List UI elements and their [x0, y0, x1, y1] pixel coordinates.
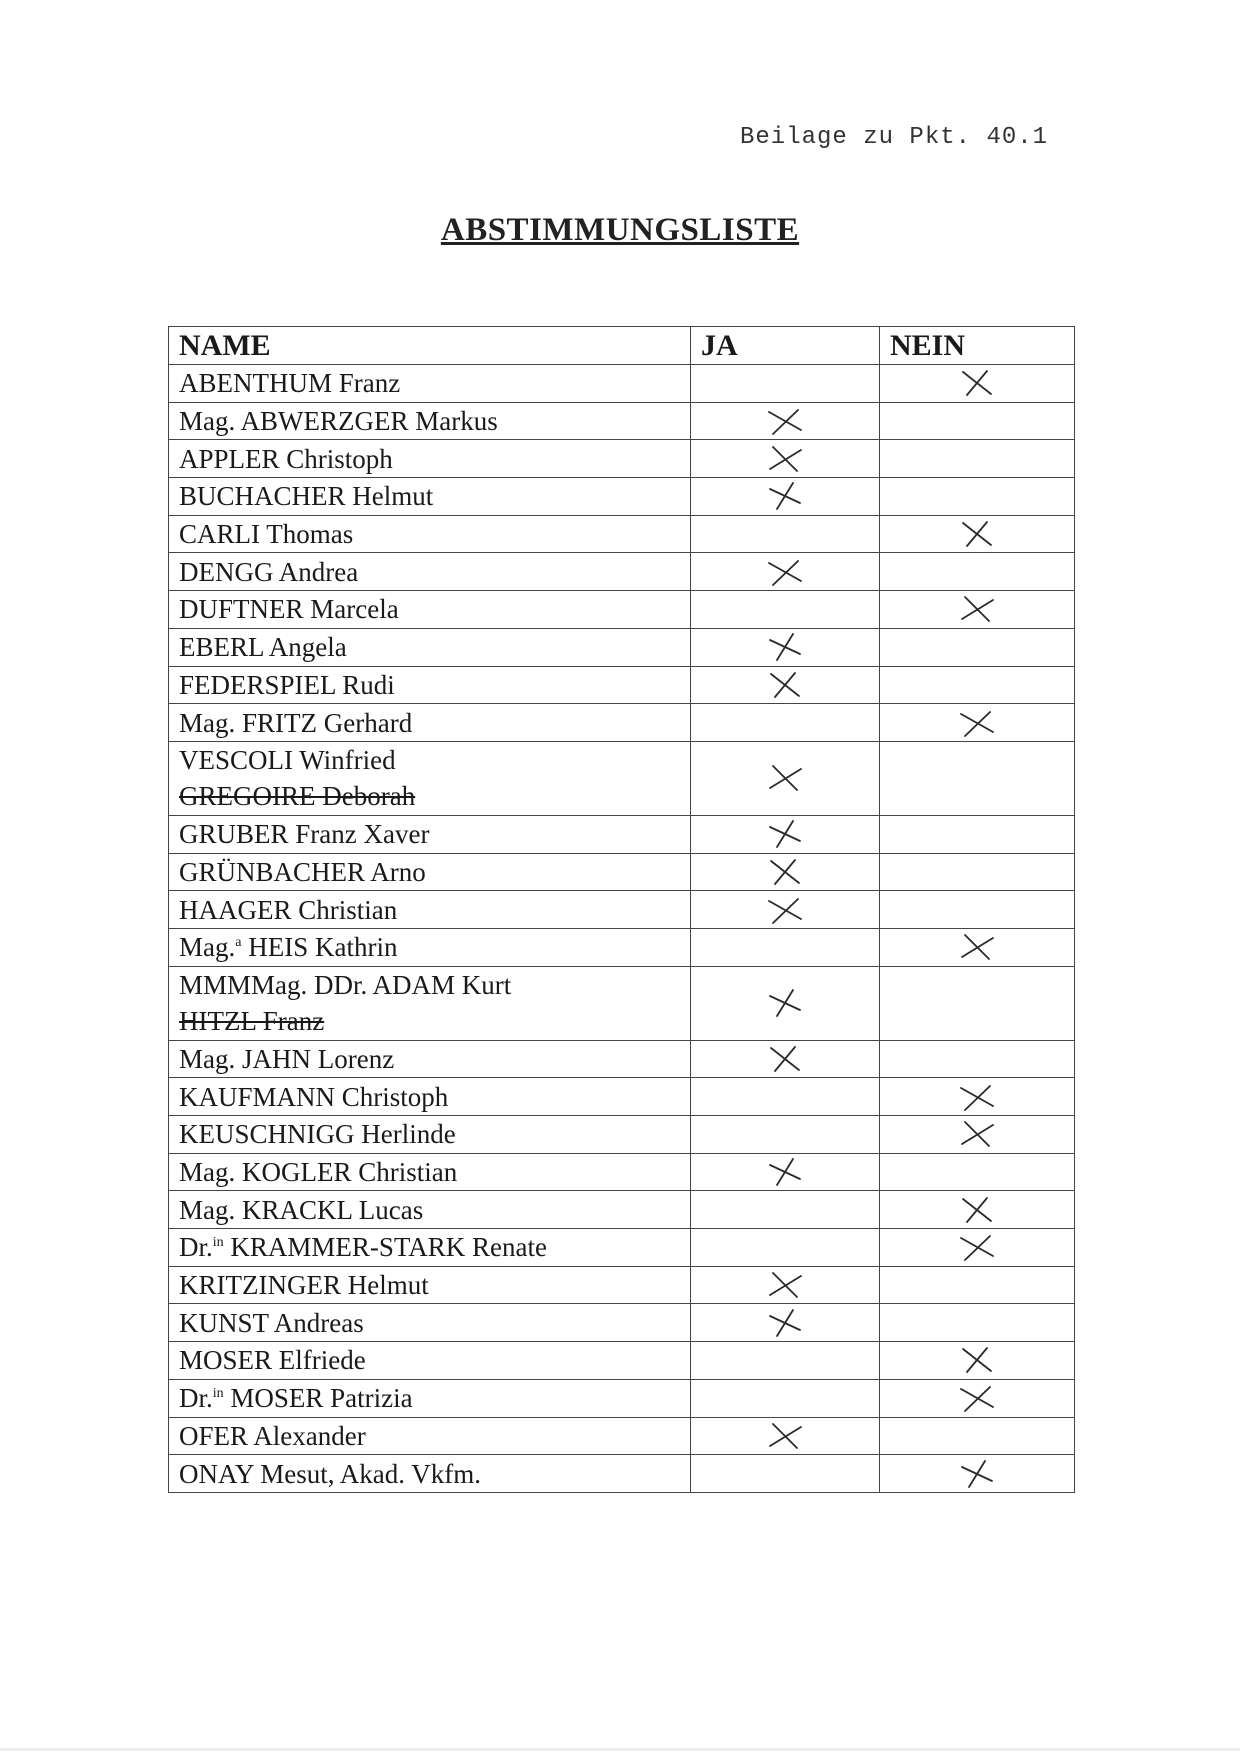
member-name-cell: [169, 853, 691, 891]
vote-cell-ja: [691, 928, 880, 966]
title-suffix: a: [235, 935, 242, 951]
vote-cell-ja: [691, 1229, 880, 1267]
vote-cell-nein: [880, 1078, 1075, 1116]
title-prefix: Dr.: [179, 1232, 213, 1263]
member-name-text: Mag. KOGLER Christian: [179, 1157, 458, 1188]
x-mark-icon: [765, 988, 805, 1018]
x-mark-icon: [765, 857, 805, 887]
table-row: [169, 1266, 1075, 1304]
x-mark-icon: [765, 557, 805, 587]
member-name-cell: [169, 553, 691, 591]
member-name-text: GRÜNBACHER Arno: [179, 856, 426, 887]
member-name-cell: [169, 478, 691, 516]
table-row: [169, 928, 1075, 966]
vote-cell-ja: [691, 591, 880, 629]
vote-cell-ja: [691, 1342, 880, 1380]
member-name-text: DENGG Andrea: [179, 556, 359, 587]
vote-cell-ja: [691, 815, 880, 853]
vote-cell-nein: [880, 891, 1075, 929]
title-suffix: in: [212, 1235, 224, 1251]
vote-cell-nein: [880, 1379, 1075, 1417]
vote-cell-nein: [880, 853, 1075, 891]
title-prefix: Mag.: [179, 932, 236, 963]
x-mark-icon: [957, 1459, 997, 1489]
column-header-nein: NEIN: [880, 327, 1075, 365]
vote-cell-nein: [880, 928, 1075, 966]
vote-cell-nein: [880, 666, 1075, 704]
member-name-cell: [169, 440, 691, 478]
member-name: [179, 669, 690, 701]
member-name-cell: [169, 1304, 691, 1342]
member-name: [179, 367, 690, 399]
x-mark-icon: [957, 368, 997, 398]
table-row: [169, 1379, 1075, 1417]
vote-cell-nein: [880, 1342, 1075, 1380]
table-row: [169, 1229, 1075, 1267]
member-name-cell: [169, 1229, 691, 1267]
member-name: [179, 518, 690, 550]
table-row: [169, 1078, 1075, 1116]
member-name-cell: [169, 628, 691, 666]
x-mark-icon: [765, 1421, 805, 1451]
table-row: [169, 1191, 1075, 1229]
x-mark-icon: [957, 1345, 997, 1375]
x-mark-icon: [957, 1383, 997, 1413]
table-row: [169, 666, 1075, 704]
vote-cell-ja: [691, 966, 880, 1040]
member-name: [179, 1382, 690, 1414]
member-name: [179, 1307, 690, 1339]
vote-cell-ja: [691, 704, 880, 742]
member-name-cell: [169, 1455, 691, 1493]
table-row: [169, 440, 1075, 478]
member-name-cell: [169, 1153, 691, 1191]
table-row: [169, 402, 1075, 440]
table-header-row: [169, 327, 1075, 365]
member-name-cell: [169, 1116, 691, 1154]
member-name-text: ONAY Mesut, Akad. Vkfm.: [179, 1458, 482, 1489]
x-mark-icon: [957, 519, 997, 549]
table-row: [169, 815, 1075, 853]
vote-cell-ja: [691, 628, 880, 666]
member-name-text: BUCHACHER Helmut: [179, 481, 434, 512]
table-row: [169, 1040, 1075, 1078]
member-name: [179, 1269, 690, 1301]
title-prefix: Dr.: [179, 1383, 213, 1414]
vote-cell-nein: [880, 704, 1075, 742]
vote-cell-nein: [880, 1229, 1075, 1267]
member-name-cell: [169, 928, 691, 966]
member-name: [179, 1118, 690, 1150]
member-name-cell: [169, 704, 691, 742]
member-name-text: MOSER Elfriede: [179, 1345, 366, 1376]
member-name-text: OFER Alexander: [179, 1420, 366, 1451]
vote-cell-ja: [691, 365, 880, 403]
member-name-text: Mag. ABWERZGER Markus: [179, 406, 498, 437]
vote-cell-nein: [880, 1040, 1075, 1078]
table-row: [169, 1455, 1075, 1493]
member-name-cell: [169, 966, 691, 1040]
member-name-cell: [169, 1342, 691, 1380]
vote-cell-ja: [691, 1417, 880, 1455]
member-name-text: Mag. JAHN Lorenz: [179, 1043, 395, 1074]
vote-rows: [169, 365, 1075, 1493]
member-name-text: KAUFMANN Christoph: [179, 1081, 449, 1112]
struck-member-name: [179, 1003, 690, 1039]
column-header-name: NAME: [169, 327, 691, 365]
vote-cell-nein: [880, 478, 1075, 516]
column-header-ja: JA: [691, 327, 880, 365]
vote-cell-ja: [691, 478, 880, 516]
table-row: [169, 1153, 1075, 1191]
member-name-text: KRITZINGER Helmut: [179, 1270, 429, 1301]
member-name: [179, 405, 690, 437]
member-name-text: GREGOIRE Deborah: [179, 781, 416, 812]
table-row: [169, 1116, 1075, 1154]
table-row: [169, 515, 1075, 553]
vote-cell-ja: [691, 1191, 880, 1229]
vote-cell-nein: [880, 1191, 1075, 1229]
x-mark-icon: [957, 1082, 997, 1112]
vote-cell-ja: [691, 891, 880, 929]
vote-cell-nein: [880, 553, 1075, 591]
vote-cell-nein: [880, 1304, 1075, 1342]
member-name-cell: [169, 365, 691, 403]
vote-cell-nein: [880, 815, 1075, 853]
member-name: [179, 707, 690, 739]
member-name-text: ABENTHUM Franz: [179, 368, 401, 399]
member-name: [179, 480, 690, 512]
member-name: [179, 856, 690, 888]
member-name-cell: [169, 402, 691, 440]
vote-cell-ja: [691, 1040, 880, 1078]
x-mark-icon: [765, 763, 805, 793]
x-mark-icon: [765, 632, 805, 662]
vote-cell-ja: [691, 1153, 880, 1191]
vote-cell-ja: [691, 853, 880, 891]
table-row: [169, 1304, 1075, 1342]
vote-cell-nein: [880, 402, 1075, 440]
member-name-text: KRAMMER-STARK Renate: [223, 1232, 547, 1263]
member-name: [179, 931, 690, 963]
table-row: [169, 1342, 1075, 1380]
table-row: [169, 891, 1075, 929]
member-name-text: MOSER Patrizia: [223, 1383, 413, 1414]
title-suffix: in: [212, 1386, 224, 1402]
vote-cell-nein: [880, 515, 1075, 553]
member-name-text: MMMMag. DDr. ADAM Kurt: [179, 970, 512, 1001]
member-name-text: KUNST Andreas: [179, 1307, 364, 1338]
document-title: ABSTIMMUNGSLISTE: [440, 212, 800, 248]
x-mark-icon: [957, 932, 997, 962]
member-name: [179, 593, 690, 625]
table-row: [169, 741, 1075, 815]
x-mark-icon: [765, 1044, 805, 1074]
vote-table: [168, 326, 1075, 1493]
table-row: [169, 1417, 1075, 1455]
member-name-cell: [169, 1266, 691, 1304]
vote-cell-nein: [880, 628, 1075, 666]
vote-cell-ja: [691, 515, 880, 553]
x-mark-icon: [957, 594, 997, 624]
vote-cell-ja: [691, 1078, 880, 1116]
member-name-cell: [169, 1417, 691, 1455]
member-name-text: CARLI Thomas: [179, 519, 354, 550]
x-mark-icon: [765, 819, 805, 849]
member-name-cell: [169, 1078, 691, 1116]
vote-cell-nein: [880, 1417, 1075, 1455]
x-mark-icon: [765, 444, 805, 474]
vote-cell-ja: [691, 1379, 880, 1417]
page-reference: Beilage zu Pkt. 40.1: [740, 124, 1049, 151]
scan-edge: [0, 1748, 1240, 1751]
member-name-text: HITZL Franz: [179, 1006, 325, 1037]
table-row: [169, 704, 1075, 742]
vote-cell-ja: [691, 666, 880, 704]
x-mark-icon: [765, 895, 805, 925]
member-name-cell: [169, 891, 691, 929]
member-name-text: KEUSCHNIGG Herlinde: [179, 1119, 456, 1150]
member-name-text: GRUBER Franz Xaver: [179, 819, 430, 850]
vote-cell-nein: [880, 1116, 1075, 1154]
x-mark-icon: [765, 670, 805, 700]
table-row: [169, 478, 1075, 516]
member-name-text: APPLER Christoph: [179, 443, 393, 474]
member-name: [179, 1156, 690, 1188]
x-mark-icon: [765, 1157, 805, 1187]
member-name: [179, 443, 690, 475]
member-name-text: Mag. KRACKL Lucas: [179, 1194, 424, 1225]
x-mark-icon: [957, 1232, 997, 1262]
member-name: [179, 1458, 690, 1490]
member-name-cell: [169, 515, 691, 553]
vote-cell-nein: [880, 741, 1075, 815]
x-mark-icon: [765, 1270, 805, 1300]
member-name: [179, 1043, 690, 1075]
x-mark-icon: [957, 1195, 997, 1225]
member-name: [179, 556, 690, 588]
member-name: [179, 894, 690, 926]
member-name: [179, 1231, 690, 1263]
vote-cell-nein: [880, 966, 1075, 1040]
x-mark-icon: [765, 406, 805, 436]
table-row: [169, 591, 1075, 629]
member-name-cell: [169, 1191, 691, 1229]
vote-cell-ja: [691, 402, 880, 440]
member-name-text: HEIS Kathrin: [241, 932, 398, 963]
vote-cell-ja: [691, 1304, 880, 1342]
member-name: [179, 1081, 690, 1113]
member-name-text: EBERL Angela: [179, 632, 347, 663]
vote-cell-nein: [880, 440, 1075, 478]
vote-cell-ja: [691, 1116, 880, 1154]
table-row: [169, 853, 1075, 891]
vote-cell-ja: [691, 440, 880, 478]
x-mark-icon: [957, 708, 997, 738]
member-name-cell: [169, 666, 691, 704]
table-row: [169, 628, 1075, 666]
table-row: [169, 553, 1075, 591]
member-name-text: VESCOLI Winfried: [179, 745, 396, 776]
vote-cell-nein: [880, 365, 1075, 403]
member-name: [179, 818, 690, 850]
vote-cell-ja: [691, 1266, 880, 1304]
struck-member-name: [179, 778, 690, 814]
table-row: [169, 365, 1075, 403]
member-name: [179, 742, 690, 778]
vote-cell-nein: [880, 591, 1075, 629]
member-name: [179, 1420, 690, 1452]
member-name-cell: [169, 591, 691, 629]
member-name: [179, 631, 690, 663]
vote-cell-ja: [691, 553, 880, 591]
member-name: [179, 1194, 690, 1226]
table-row: [169, 966, 1075, 1040]
vote-cell-nein: [880, 1266, 1075, 1304]
member-name-cell: [169, 815, 691, 853]
x-mark-icon: [765, 481, 805, 511]
member-name-cell: [169, 741, 691, 815]
member-name: [179, 967, 690, 1003]
member-name-cell: [169, 1040, 691, 1078]
member-name-cell: [169, 1379, 691, 1417]
x-mark-icon: [957, 1119, 997, 1149]
vote-cell-ja: [691, 1455, 880, 1493]
member-name-text: FEDERSPIEL Rudi: [179, 669, 395, 700]
member-name-text: HAAGER Christian: [179, 894, 398, 925]
x-mark-icon: [765, 1308, 805, 1338]
vote-cell-nein: [880, 1153, 1075, 1191]
member-name-text: DUFTNER Marcela: [179, 594, 399, 625]
vote-cell-nein: [880, 1455, 1075, 1493]
member-name: [179, 1344, 690, 1376]
member-name-text: Mag. FRITZ Gerhard: [179, 707, 413, 738]
vote-cell-ja: [691, 741, 880, 815]
